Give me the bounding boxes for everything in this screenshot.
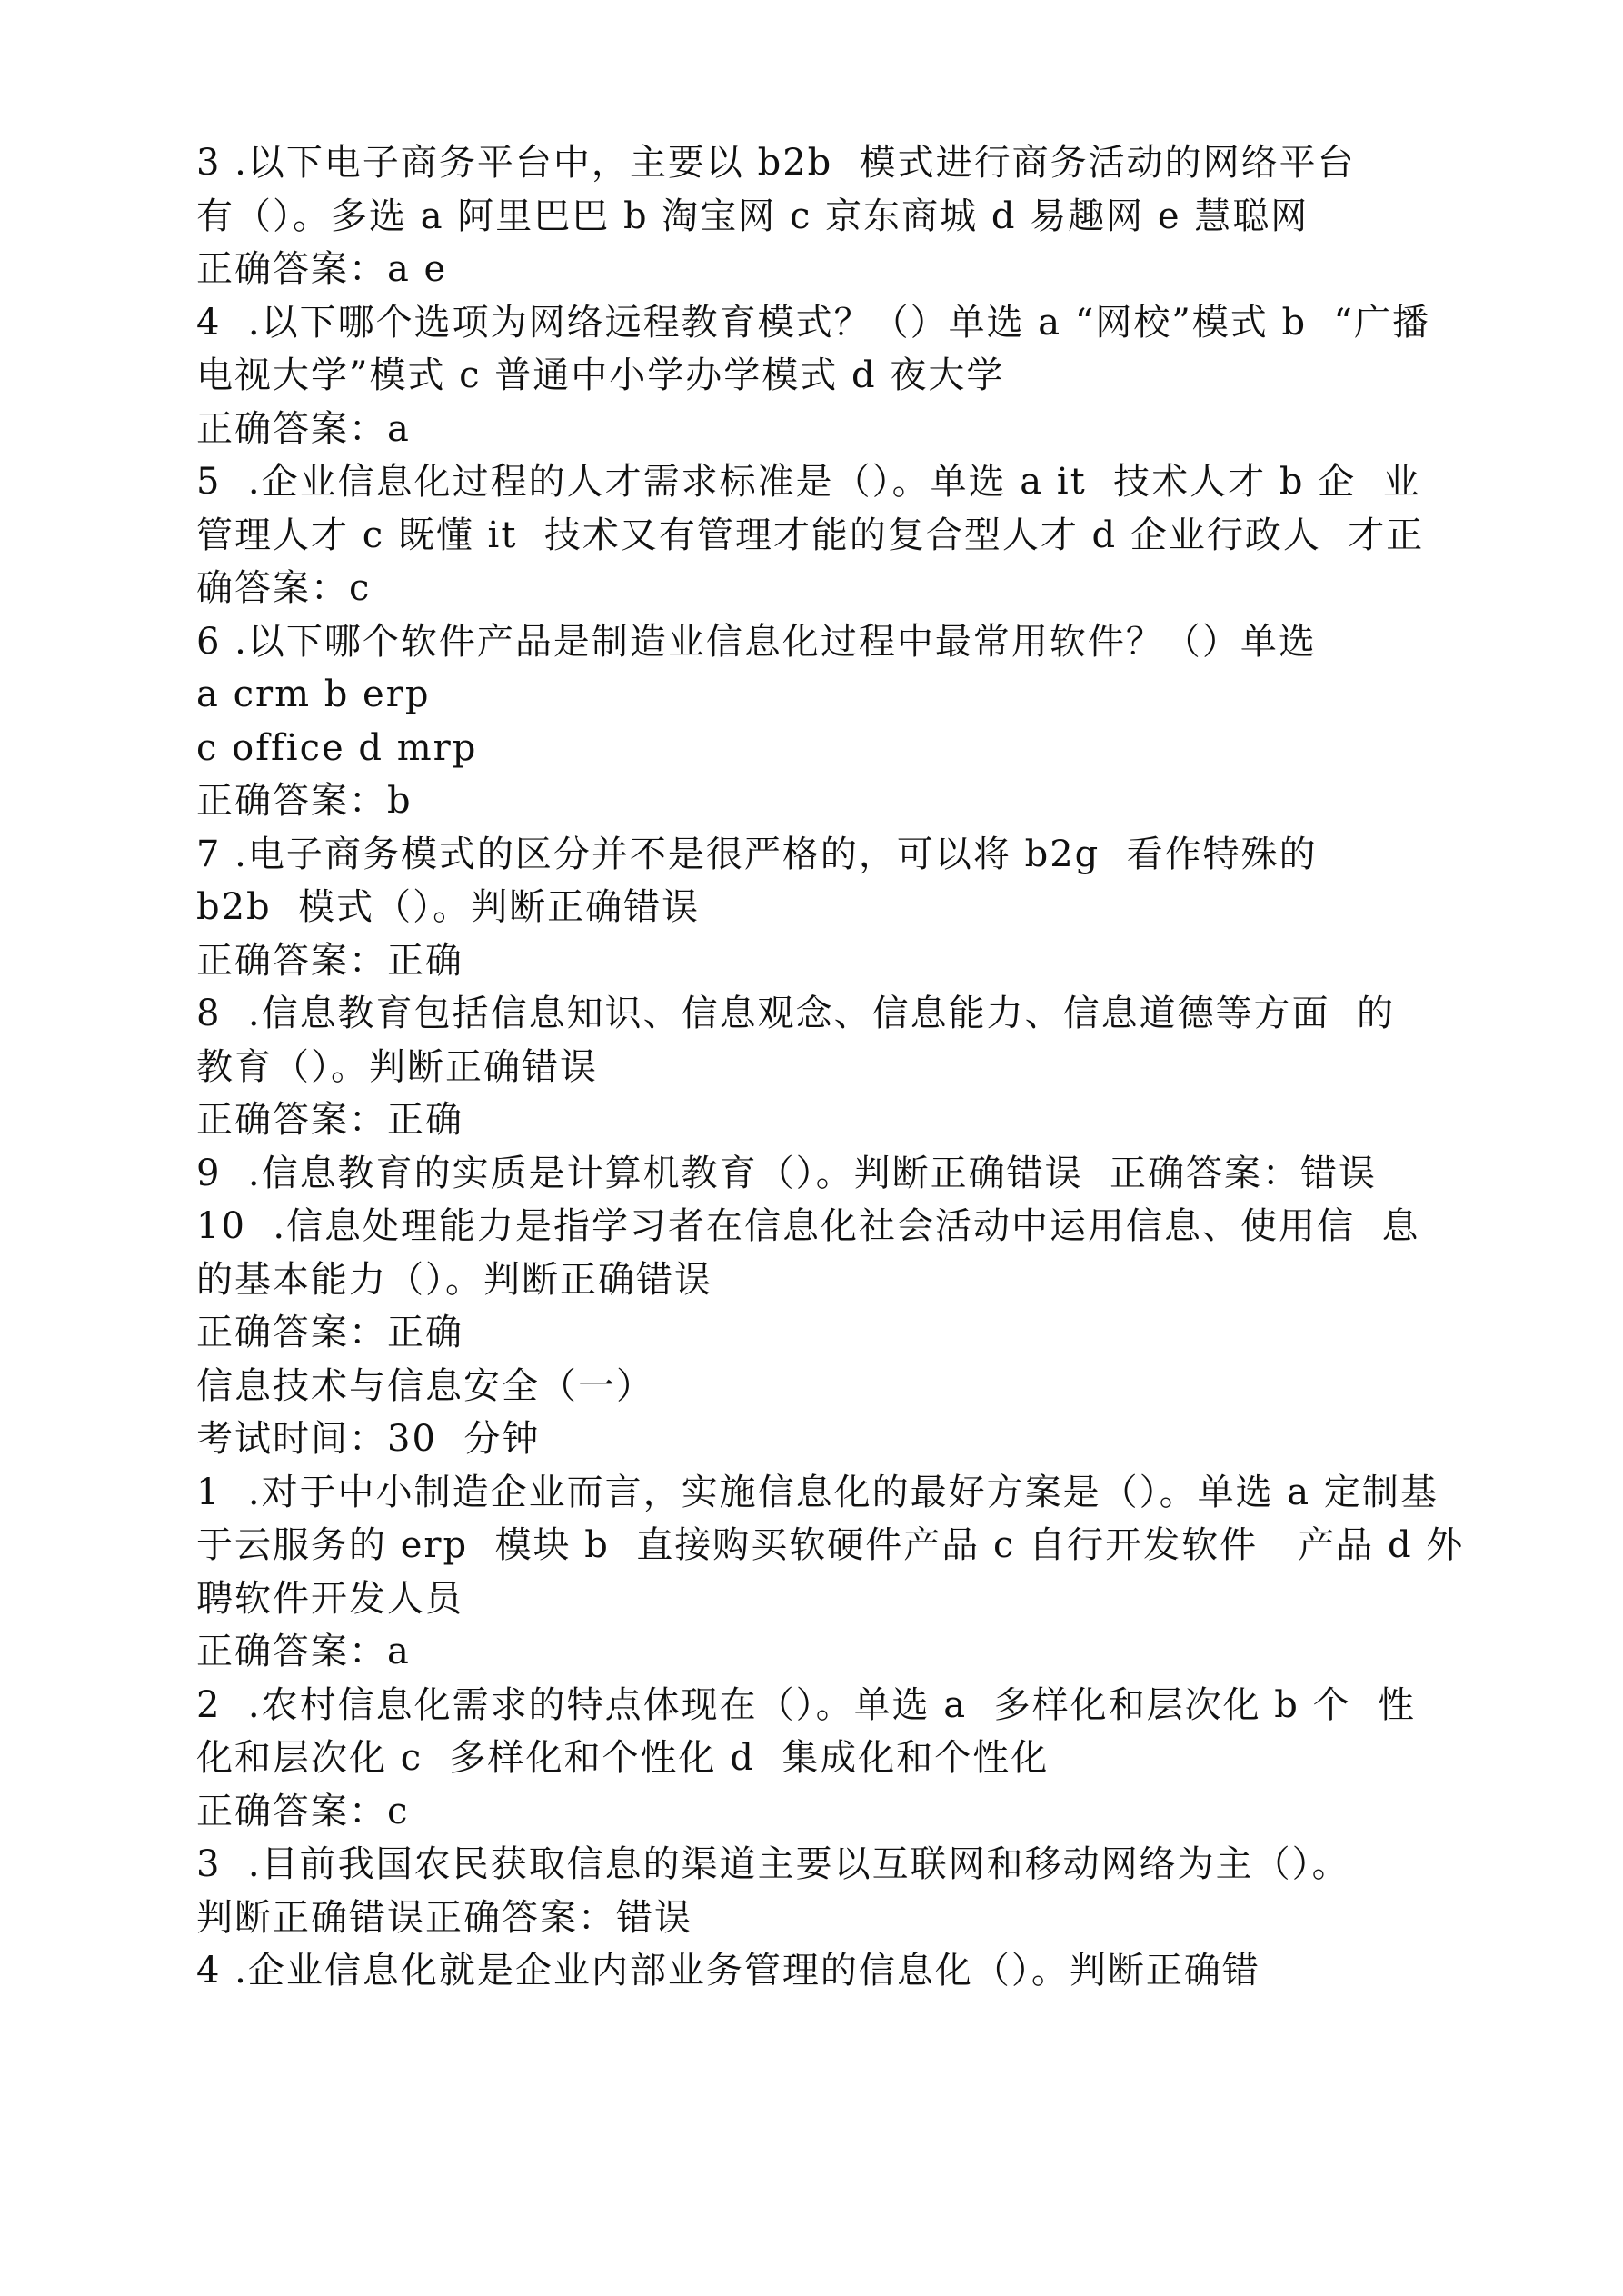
text-line: 7 .电子商务模式的区分并不是很严格的，可以将 b2g 看作特殊的	[196, 833, 1318, 875]
text-line: 正确答案：a	[196, 407, 411, 450]
text-line: 5 .企业信息化过程的人才需求标准是（）。单选 a it 技术人才 b 企 业	[196, 461, 1421, 503]
text-line: 判断正确错误正确答案：错误	[196, 1896, 692, 1939]
text-line: 正确答案：正确	[196, 1099, 463, 1141]
text-line: 1 .对于中小制造企业而言，实施信息化的最好方案是（）。单选 a 定制基	[196, 1471, 1439, 1513]
text-line: 9 .信息教育的实质是计算机教育（）。判断正确错误 正确答案：错误	[196, 1152, 1378, 1194]
text-line: 6 .以下哪个软件产品是制造业信息化过程中最常用软件？（）单选	[196, 620, 1317, 663]
text-line: c office d mrp	[196, 726, 478, 769]
section-heading: 信息技术与信息安全（一）	[196, 1364, 654, 1407]
text-line: 有（）。多选 a 阿里巴巴 b 淘宝网 c 京东商城 d 易趣网 e 慧聪网	[196, 195, 1309, 237]
text-line: 管理人才 c 既懂 it 技术又有管理才能的复合型人才 d 企业行政人 才正	[196, 514, 1425, 556]
text-line: 正确答案：正确	[196, 939, 463, 982]
text-line: 正确答案：c	[196, 1790, 410, 1832]
text-line: 的基本能力（）。判断正确错误	[196, 1258, 712, 1301]
document-body	[196, 136, 1469, 1998]
text-line: 正确答案：a e	[196, 248, 448, 290]
text-line: b2b 模式（）。判断正确错误	[196, 886, 701, 928]
text-line: 教育（）。判断正确错误	[196, 1045, 598, 1088]
exam-time: 考试时间：30 分钟	[196, 1418, 541, 1460]
text-line: 正确答案：正确	[196, 1312, 463, 1353]
text-line: 于云服务的 erp 模块 b 直接购买软硬件产品 c 自行开发软件 产品 d 外	[196, 1524, 1465, 1566]
text-line: 10 .信息处理能力是指学习者在信息化社会活动中运用信息、使用信 息	[196, 1205, 1420, 1247]
text-line: 正确答案：a	[196, 1631, 411, 1672]
text-line: a crm b erp	[196, 674, 431, 715]
text-line: 8 .信息教育包括信息知识、信息观念、信息能力、信息道德等方面 的	[196, 993, 1396, 1034]
text-line: 聘软件开发人员	[196, 1577, 463, 1620]
text-line: 3 .目前我国农民获取信息的渠道主要以互联网和移动网络为主（）。	[196, 1843, 1350, 1885]
text-line: 4 .以下哪个选项为网络远程教育模式？（）单选 a “网校”模式 b “广播	[196, 301, 1430, 344]
text-line: 2 .农村信息化需求的特点体现在（）。单选 a 多样化和层次化 b 个 性	[196, 1683, 1417, 1726]
text-line: 电视大学”模式 c 普通中小学办学模式 d 夜大学	[196, 354, 1005, 396]
text-line: 正确答案：b	[196, 780, 413, 822]
text-line: 确答案：c	[196, 567, 372, 609]
text-line: 4 .企业信息化就是企业内部业务管理的信息化（）。判断正确错	[196, 1950, 1260, 1992]
text-line: 3 .以下电子商务平台中，主要以 b2b 模式进行商务活动的网络平台	[196, 142, 1356, 184]
text-line: 化和层次化 c 多样化和个性化 d 集成化和个性化	[196, 1737, 1050, 1779]
